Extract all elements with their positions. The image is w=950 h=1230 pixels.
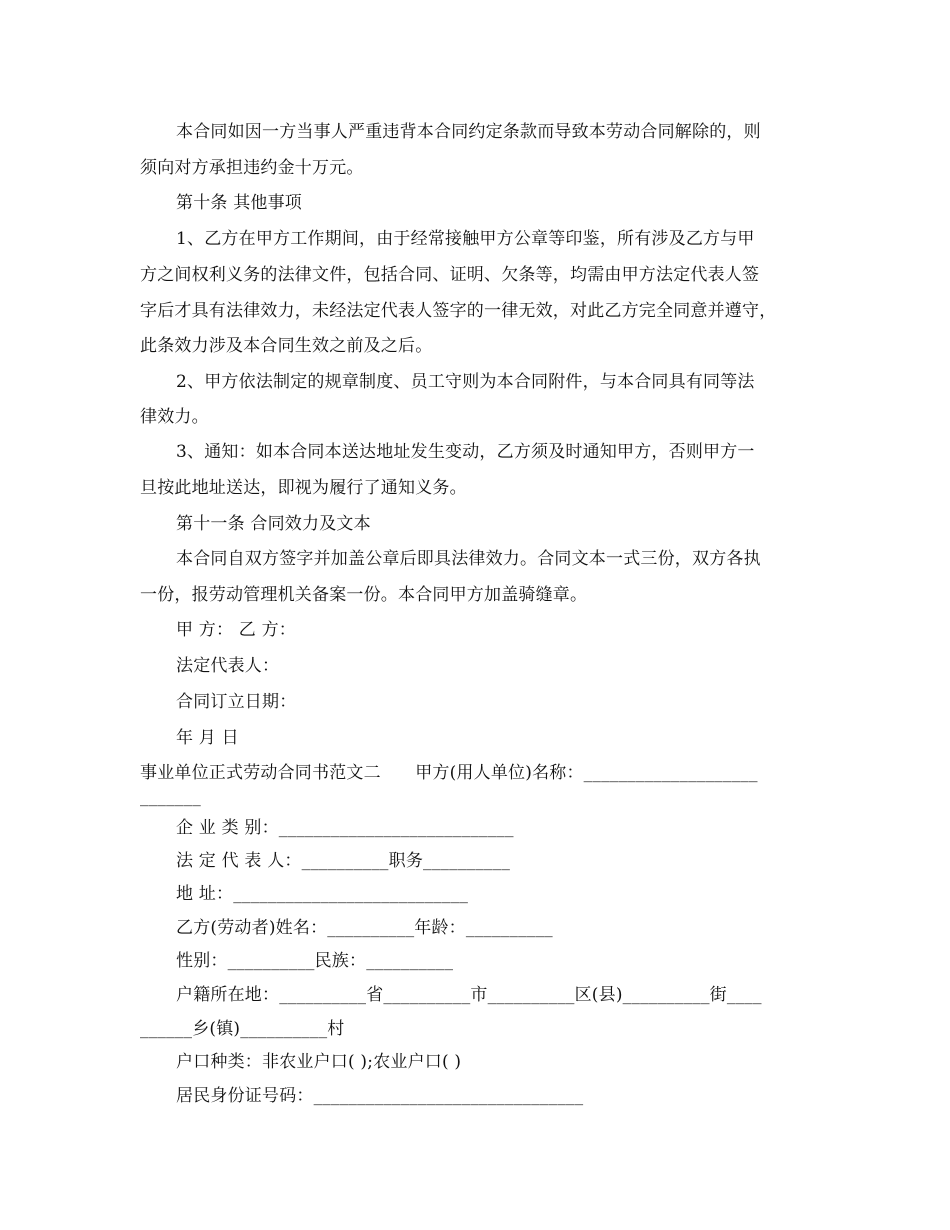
item-2-line-1: 2、甲方依法制定的规章制度、员工守则为本合同附件，与本合同具有同等法 <box>176 372 755 392</box>
article-11-line-1: 本合同自双方签字并加盖公章后即具法律效力。合同文本一式三份，双方各执 <box>176 549 761 569</box>
household-location-continuation: ______乡(镇)__________村 <box>140 1019 345 1039</box>
template-title-line: 事业单位正式劳动合同书范文二 甲方(用人单位)名称：____________________ <box>140 763 758 783</box>
id-number-field: 居民身份证号码：_______________________________ <box>176 1086 584 1106</box>
item-1-line-2: 方之间权利义务的法律文件，包括合同、证明、欠条等，均需由甲方法定代表人签 <box>140 265 760 285</box>
article-10-heading: 第十条 其他事项 <box>176 193 303 213</box>
enterprise-type-field: 企 业 类 别：___________________________ <box>176 818 514 838</box>
paragraph-breach-line-1: 本合同如因一方当事人严重违背本合同约定条款而导致本劳动合同解除的，则 <box>176 122 761 142</box>
item-1-line-3: 字后才具有法律效力，未经法定代表人签字的一律无效，对此乙方完全同意并遵守， <box>140 301 777 321</box>
sign-date-line: 合同订立日期： <box>176 692 297 712</box>
article-11-line-2: 一份，报劳动管理机关备案一份。本合同甲方加盖骑缝章。 <box>140 585 588 605</box>
item-3-line-2: 旦按此地址送达，即视为履行了通知义务。 <box>140 478 467 498</box>
address-field: 地 址：___________________________ <box>176 884 469 904</box>
household-location-field: 户籍所在地：__________省__________市__________区(县)__________街____ <box>176 985 762 1005</box>
gender-ethnicity-field: 性别：__________民族：__________ <box>176 951 454 971</box>
item-2-line-2: 律效力。 <box>140 407 209 427</box>
employee-name-age-field: 乙方(劳动者)姓名：__________年龄：__________ <box>176 918 553 938</box>
template-title-continuation: _______ <box>140 787 201 807</box>
legal-rep-line: 法定代表人： <box>176 656 280 676</box>
party-signature-line: 甲 方： 乙 方： <box>176 620 297 640</box>
item-1-line-1: 1、乙方在甲方工作期间，由于经常接触甲方公章等印鉴，所有涉及乙方与甲 <box>176 229 755 249</box>
item-3-line-1: 3、通知：如本合同本送达地址发生变动，乙方须及时通知甲方，否则甲方一 <box>176 442 755 462</box>
paragraph-breach-line-2: 须向对方承担违约金十万元。 <box>140 158 364 178</box>
household-type-field: 户口种类：非农业户口( );农业户口( ) <box>176 1052 462 1072</box>
legal-rep-field: 法 定 代 表 人：__________职务__________ <box>176 851 511 871</box>
date-placeholder-line: 年 月 日 <box>176 728 239 748</box>
item-1-line-4: 此条效力涉及本合同生效之前及之后。 <box>140 336 433 356</box>
article-11-heading: 第十一条 合同效力及文本 <box>176 514 371 534</box>
